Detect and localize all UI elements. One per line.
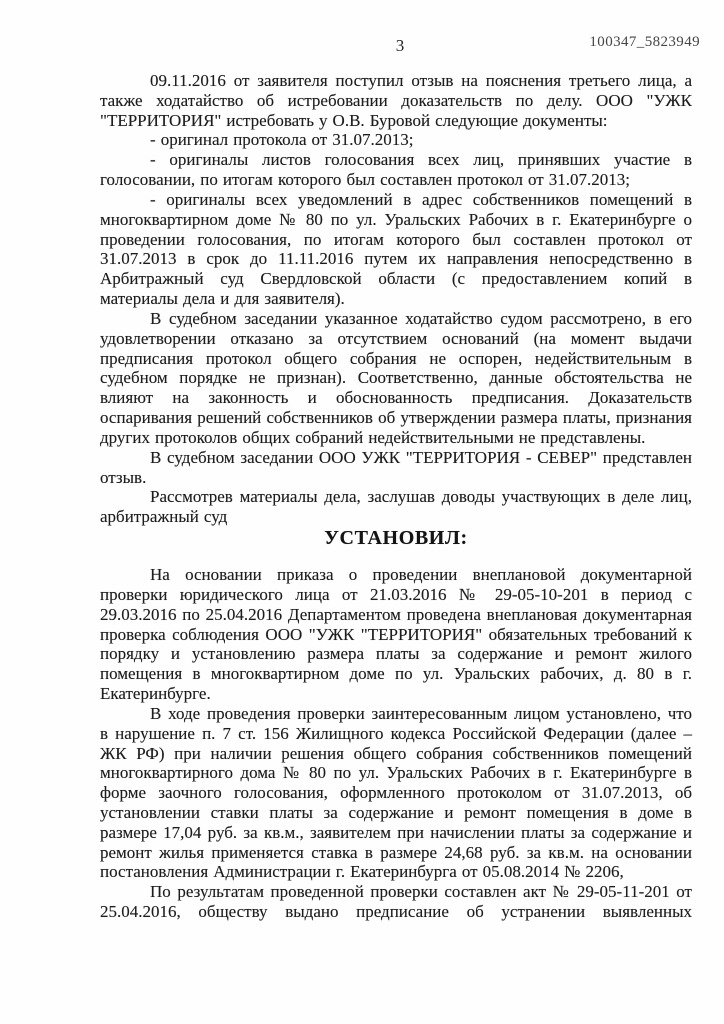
paragraph-intro-motion: 09.11.2016 от заявителя поступил отзыв на пояснения третьего лица, а также ходатайство об истребовании доказательств по делу. ООО "УЖК "ТЕРРИТОРИЯ" истребовать у О.В. Буровой следующие документы: — [100, 71, 692, 130]
page-header — [100, 36, 700, 58]
paragraph-court-considered: Рассмотрев материалы дела, заслушав доводы участвующих в деле лиц, арбитражный суд — [100, 487, 692, 527]
paragraph-motion-denied: В судебном заседании указанное ходатайство судом рассмотрено, в его удовлетворении отказано за отсутствием оснований (на момент выдачи предписания протокол общего собрания не оспорен, недействительным в судебном порядке не признан). Соответственно, данные обстоятельства не влияют на законность и обоснованность предписания. Доказательств оспаривания решений собственников об утверждении размера платы, признания других протоколов общих собраний недействительными не представлены. — [100, 308, 692, 447]
paragraph-otziv-submitted: В судебном заседании ООО УЖК "ТЕРРИТОРИЯ - СЕВЕР" представлен отзыв. — [100, 447, 692, 487]
document-id: 100347_5823949 — [589, 34, 700, 50]
section-heading-ustanovil: УСТАНОВИЛ: — [324, 527, 468, 550]
page-number: 3 — [395, 36, 405, 55]
paragraph-violation-found: В ходе проведения проверки заинтересованным лицом установлено, что в нарушение п. 7 ст. 156 Жилищного кодекса Российской Федерации (далее – ЖК РФ) при наличии решения общего собрания собственников помещений многоквартирного дома № 80 по ул. Уральских Рабочих в г. Екатеринбурге в форме заочного голосования, оформленного протоколом от 31.07.2013, об установлении ставки платы за содержание и ремонт помещения в доме в размере 17,04 руб. за кв.м., заявителем при начислении платы за содержание и ремонт жилья применяется ставка в размере 24,68 руб. за кв.м. на основании постановления Администрации г. Екатеринбурга от 05.08.2014 № 2206, — [100, 703, 692, 882]
list-item-voting-sheets: - оригиналы листов голосования всех лиц, принявших участие в голосовании, по итогам которого был составлен протокол от 31.07.2013; — [100, 150, 692, 190]
paragraph-inspection-order: На основании приказа о проведении внеплановой документарной проверки юридического лица от 21.03.2016 № 29-05-10-201 в период с 29.03.2016 по 25.04.2016 Департаментом проведена внеплановая документарная проверка соблюдения ООО "УЖК "ТЕРРИТОРИЯ" обязательных требований к порядку и установлению размера платы за содержание и ремонт жилого помещения в многоквартирном доме по ул. Уральских рабочих, д. 80 в г. Екатеринбурге. — [100, 565, 692, 704]
list-item-notifications: - оригиналы всех уведомлений в адрес собственников помещений в многоквартирном доме № 80 по ул. Уральских Рабочих в г. Екатеринбурге о проведении голосования, по итогам которого был составлен протокол от 31.07.2013 в срок до 11.11.2016 путем их направления непосредственно в Арбитражный суд Свердловской области (с предоставлением копий в материалы дела и для заявителя). — [100, 189, 692, 309]
document-body — [100, 71, 692, 922]
list-item-original-protocol: - оригинал протокола от 31.07.2013; — [150, 130, 414, 150]
paragraph-inspection-act: По результатам проведенной проверки составлен акт № 29-05-11-201 от 25.04.2016, обществу выдано предписание об устранении выявленных — [100, 882, 692, 922]
